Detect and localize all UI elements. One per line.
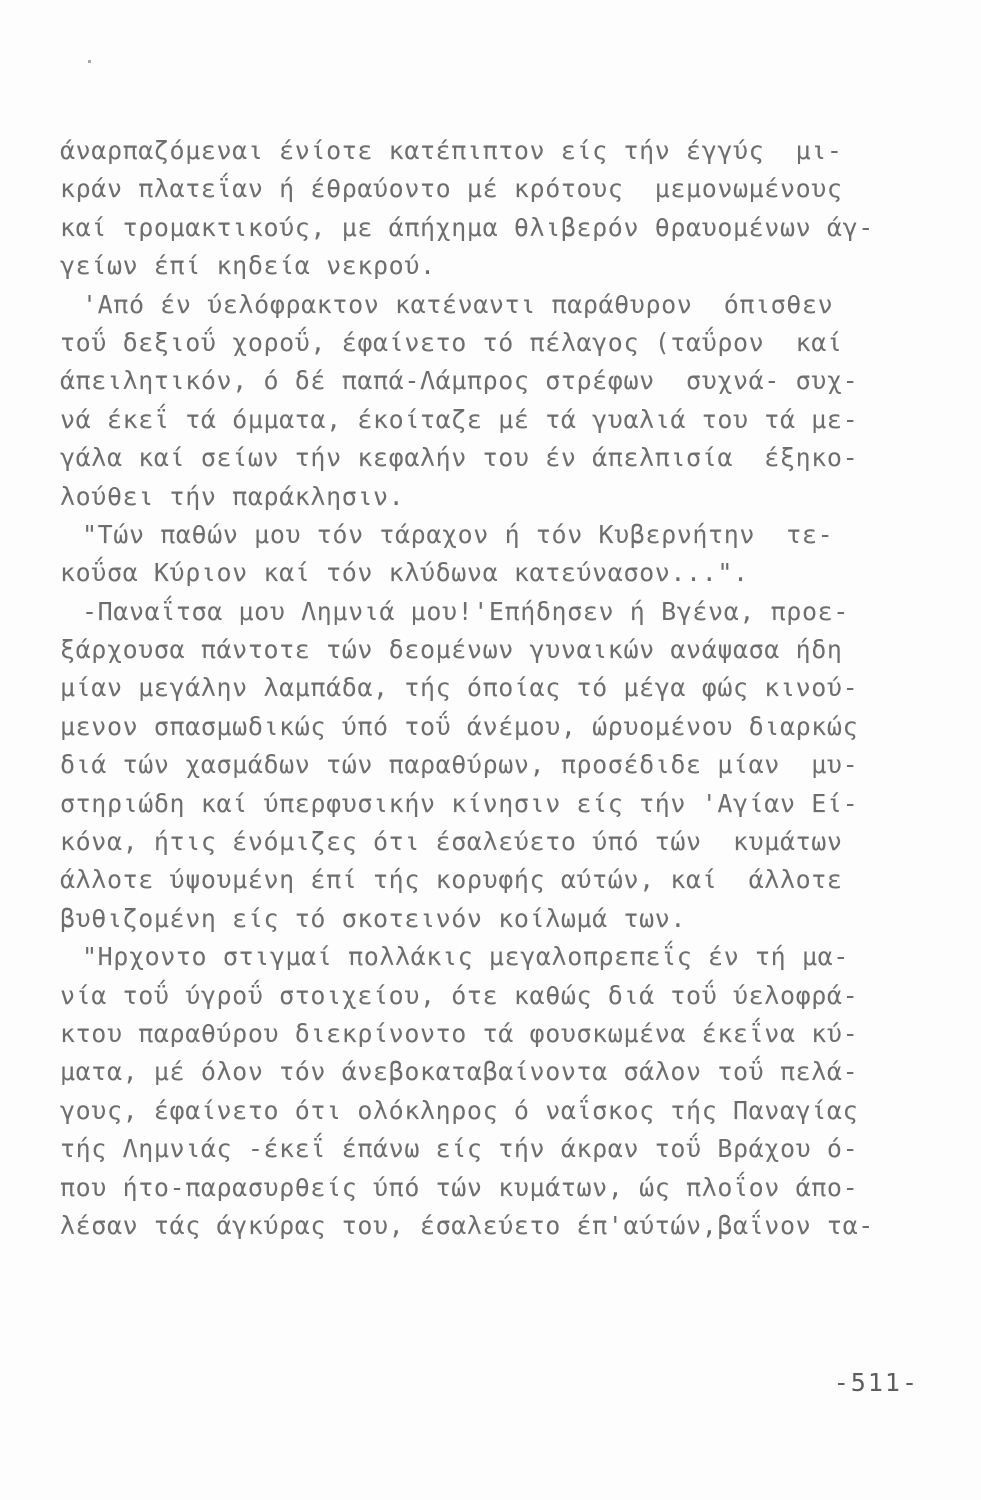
text-line: -Παναΐτσα μου Λημνιά μου!'Επήδησεν ή Βγένα, προε-: [82, 596, 849, 626]
text-line: άλλοτε ύψουμένη έπί τής κορυφής αύτών, καί άλλοτε: [60, 865, 843, 895]
scan-speck: [88, 60, 91, 63]
text-line: νά έκεΐ τά όμματα, έκοίταζε μέ τά γυαλιά του τά με-: [60, 404, 859, 434]
text-line: 'Από έν ύελόφρακτον κατέναντι παράθυρον όπισθεν: [82, 289, 834, 319]
text-line: λέσαν τάς άγκύρας του, έσαλεύετο έπ'αύτών,βαΐνον τα-: [60, 1210, 874, 1240]
text-line: γους, έφαίνετο ότι ολόκληρος ό ναΐσκος τής Παναγίας: [60, 1095, 859, 1125]
text-line: κράν πλατεΐαν ή έθραύοντο μέ κρότους μεμονωμένους: [60, 174, 843, 204]
text-line: ματα, μέ όλον τόν άνεβοκαταβαίνοντα σάλον τοΰ πελά-: [60, 1057, 859, 1087]
text-line: νία τοΰ ύγροΰ στοιχείου, ότε καθώς διά τοΰ ύελοφρά-: [60, 980, 859, 1010]
text-line: άπειλητικόν, ό δέ παπά-Λάμπρος στρέφων συχνά- συχ-: [60, 366, 859, 396]
text-line: λούθει τήν παράκλησιν.: [60, 481, 405, 511]
text-line: τής Λημνιάς -έκεΐ έπάνω είς τήν άκραν τοΰ Βράχου ό-: [60, 1134, 859, 1164]
text-line: "Τών παθών μου τόν τάραχον ή τόν Κυβερνήτην τε-: [82, 519, 834, 549]
text-line: τοΰ δεξιοΰ χοροΰ, έφαίνετο τό πέλαγος (ταΰρον καί: [60, 327, 843, 357]
text-line: διά τών χασμάδων τών παραθύρων, προσέδιδε μίαν μυ-: [60, 750, 859, 780]
text-line: ξάρχουσα πάντοτε τών δεομένων γυναικών ανάψασα ήδη: [60, 635, 843, 665]
text-line: στηριώδη καί ύπερφυσικήν κίνησιν είς τήν 'Αγίαν Εί-: [60, 788, 859, 818]
body-text: [60, 132, 940, 1245]
text-line: γάλα καί σείων τήν κεφαλήν του έν άπελπισία έξηκο-: [60, 443, 859, 473]
text-line: κόνα, ήτις ένόμιζες ότι έσαλεύετο ύπό τών κυμάτων: [60, 827, 843, 857]
text-line: κοΰσα Κύριον καί τόν κλύδωνα κατεύνασον...".: [60, 558, 749, 588]
text-line: βυθιζομένη είς τό σκοτεινόν κοίλωμά των.: [60, 903, 687, 933]
text-line: μενον σπασμωδικώς ύπό τοΰ άνέμου, ώρυομένου διαρκώς: [60, 711, 859, 741]
text-line: μίαν μεγάλην λαμπάδα, τής όποίας τό μέγα φώς κινού-: [60, 673, 859, 703]
text-line: άναρπαζόμεναι ένίοτε κατέπιπτον είς τήν έγγύς μι-: [60, 136, 843, 165]
text-line: "Ηρχοντο στιγμαί πολλάκις μεγαλοπρεπεΐς έν τή μα-: [82, 942, 849, 972]
text-line: κτου παραθύρου διεκρίνοντο τά φουσκωμένα έκεΐνα κύ-: [60, 1018, 859, 1048]
text-line: γείων έπί κηδεία νεκρού.: [60, 251, 436, 281]
text-line: που ήτο-παρασυρθείς ύπό τών κυμάτων, ώς πλοΐον άπο-: [60, 1172, 859, 1202]
text-line: καί τρομακτικούς, με άπήχημα θλιβερόν θραυομένων άγ-: [60, 212, 874, 242]
page-number: -511-: [833, 1368, 919, 1397]
